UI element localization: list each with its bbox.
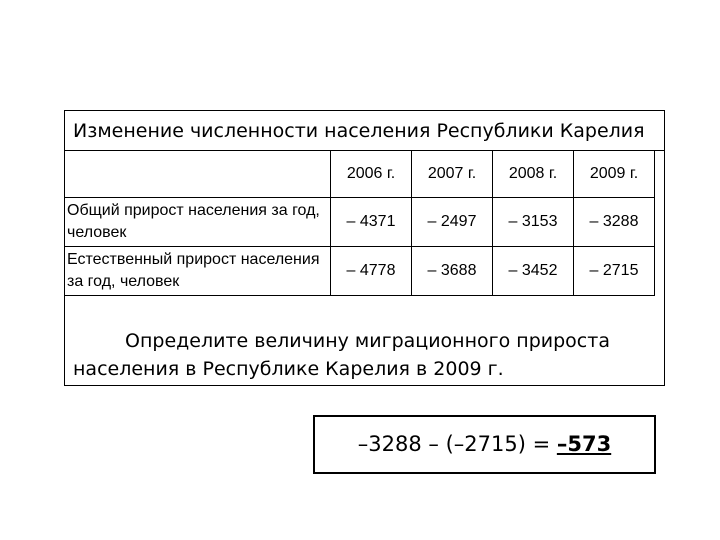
table-cell: – 3153: [493, 198, 574, 247]
row-label: Естественный прирост населения за год, человек: [65, 247, 331, 296]
card-title: Изменение численности населения Республики Карелия: [65, 111, 664, 151]
answer-expression: –3288 – (–2715) =: [357, 432, 557, 456]
task-text: [73, 327, 658, 383]
answer-box: [313, 415, 656, 474]
population-table: [64, 150, 655, 296]
table-cell: – 3288: [574, 198, 655, 247]
table-cell: – 2497: [412, 198, 493, 247]
task-line: Определите величину миграционного прироста: [125, 330, 610, 352]
table-cell: – 4778: [331, 247, 412, 296]
table-header-row: [65, 151, 655, 198]
task-line: населения в Республике Карелия в 2009 г.: [73, 358, 504, 380]
table-cell: – 4371: [331, 198, 412, 247]
table-cell: – 3452: [493, 247, 574, 296]
table-row-natural-growth: [65, 247, 655, 296]
table-row-total-growth: [65, 198, 655, 247]
table-cell: – 3688: [412, 247, 493, 296]
row-label: Общий прирост населения за год, человек: [65, 198, 331, 247]
answer-result: –573: [556, 432, 612, 456]
year-header: 2007 г.: [412, 151, 493, 198]
table-corner-cell: [65, 151, 331, 198]
table-cell: – 2715: [574, 247, 655, 296]
year-header: 2009 г.: [574, 151, 655, 198]
year-header: 2008 г.: [493, 151, 574, 198]
year-header: 2006 г.: [331, 151, 412, 198]
population-card: [64, 110, 665, 386]
